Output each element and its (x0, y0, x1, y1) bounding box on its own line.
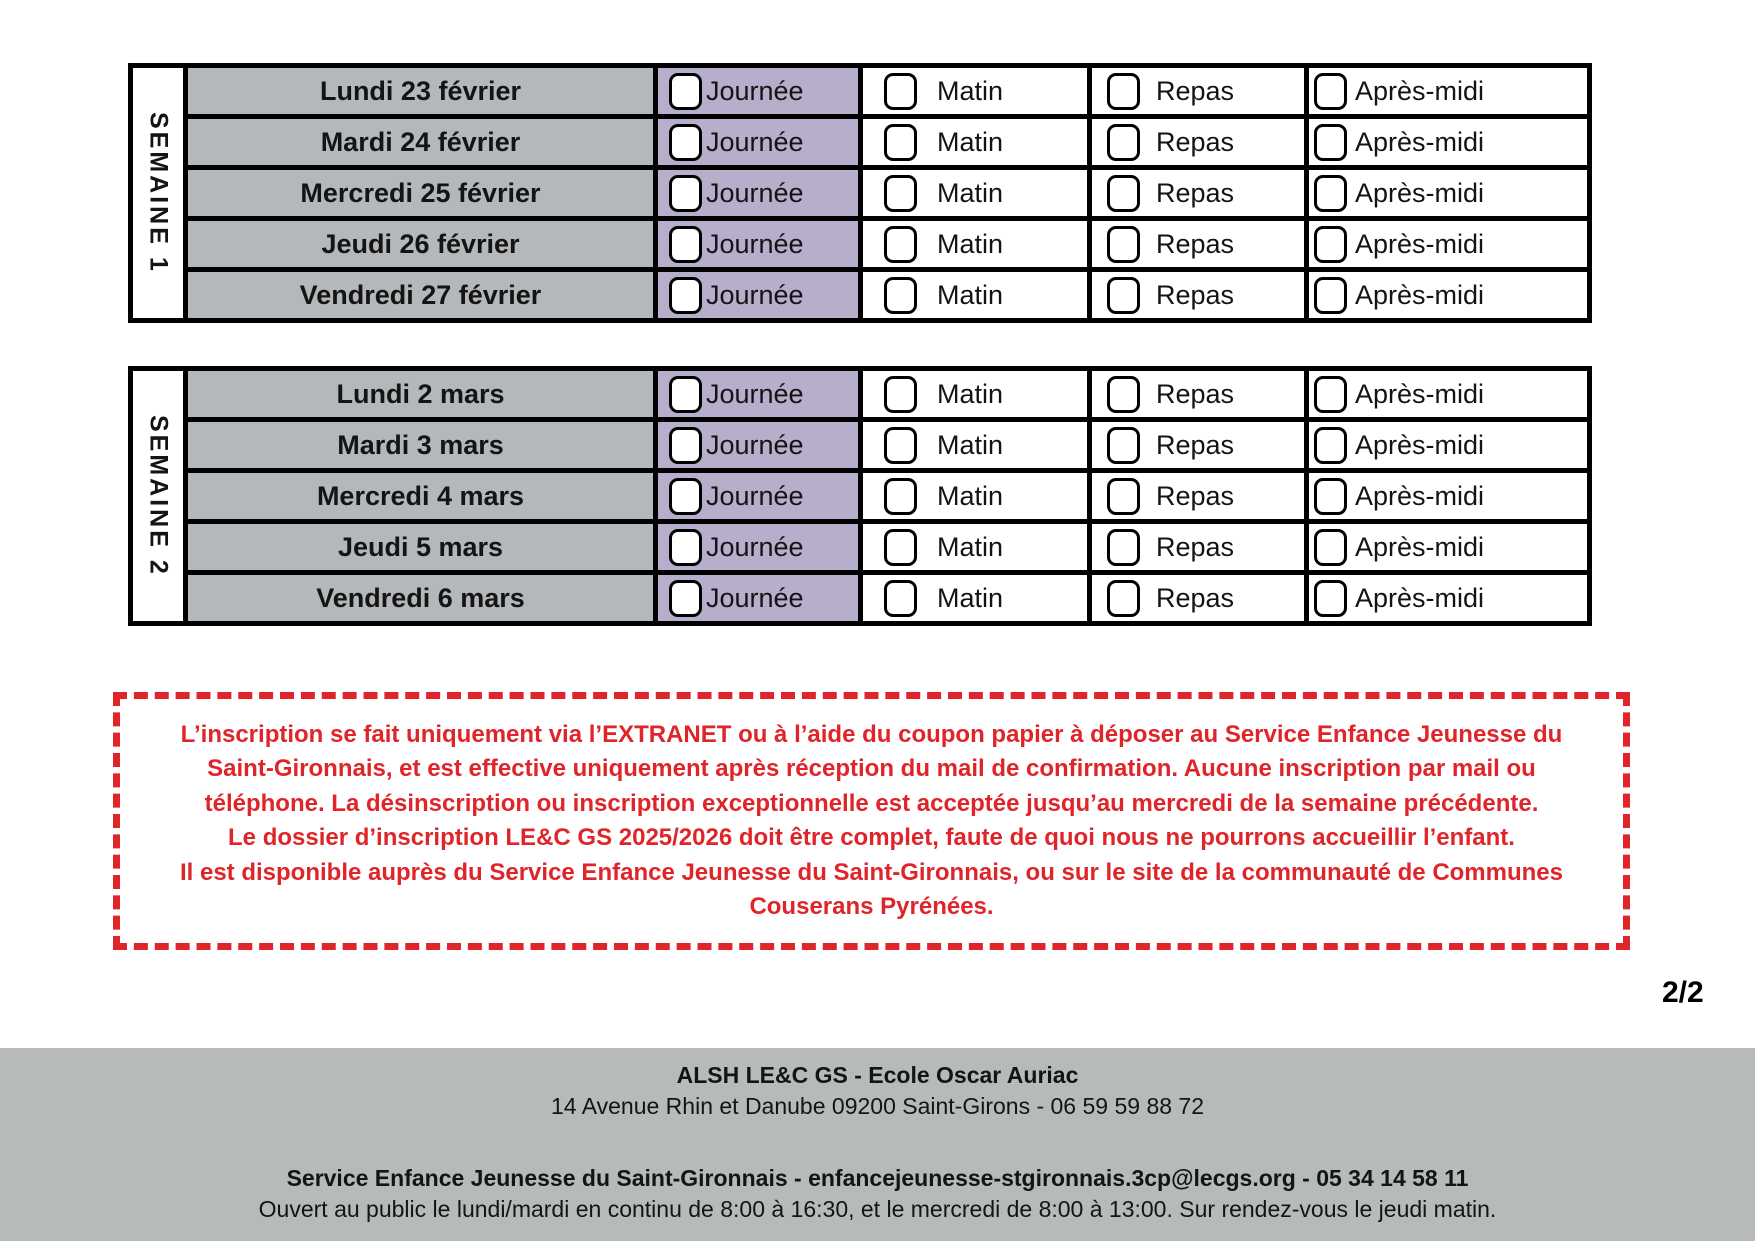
matin-checkbox[interactable] (884, 529, 917, 566)
semaine-1-header-cell (133, 68, 183, 318)
journee-label: Journée (706, 75, 804, 106)
repas-label: Repas (1156, 378, 1235, 409)
footer-line: Ouvert au public le lundi/mardi en continu de 8:00 à 16:30, et le mercredi de 8:00 à 13:00. Sur rendez-vous le jeudi matin. (258, 1196, 1497, 1222)
repas-label: Repas (1156, 279, 1235, 310)
day-label: Jeudi 5 mars (188, 524, 653, 570)
journee-label: Journée (706, 126, 804, 157)
matin-checkbox[interactable] (884, 226, 917, 263)
matin-checkbox[interactable] (884, 175, 917, 212)
matin-label: Matin (937, 531, 1004, 562)
matin-cell (863, 119, 1087, 165)
day-label: Vendredi 27 février (188, 272, 653, 318)
repas-cell (1092, 371, 1304, 417)
journee-checkbox[interactable] (669, 478, 702, 515)
journee-label: Journée (706, 531, 804, 562)
apres-midi-label: Après-midi (1355, 228, 1485, 259)
apres-midi-checkbox[interactable] (1314, 376, 1347, 413)
semaine-2-header-cell (133, 371, 183, 621)
apres-midi-cell (1309, 371, 1587, 417)
repas-label: Repas (1156, 582, 1235, 613)
journee-cell (658, 170, 858, 216)
schedule-row (188, 170, 1587, 216)
notice-line: Couserans Pyrénées. (749, 893, 994, 920)
apres-midi-label: Après-midi (1355, 429, 1485, 460)
journee-checkbox[interactable] (669, 427, 702, 464)
matin-label: Matin (937, 177, 1004, 208)
repas-label: Repas (1156, 429, 1235, 460)
repas-label: Repas (1156, 126, 1235, 157)
apres-midi-label: Après-midi (1355, 582, 1485, 613)
apres-midi-checkbox[interactable] (1314, 277, 1347, 314)
apres-midi-checkbox[interactable] (1314, 427, 1347, 464)
journee-checkbox[interactable] (669, 277, 702, 314)
repas-checkbox[interactable] (1107, 580, 1140, 617)
repas-checkbox[interactable] (1107, 376, 1140, 413)
journee-checkbox[interactable] (669, 529, 702, 566)
matin-cell (863, 170, 1087, 216)
day-label: Lundi 23 février (188, 68, 653, 114)
repas-checkbox[interactable] (1107, 175, 1140, 212)
repas-cell (1092, 524, 1304, 570)
repas-checkbox[interactable] (1107, 529, 1140, 566)
matin-label: Matin (937, 480, 1004, 511)
matin-checkbox[interactable] (884, 478, 917, 515)
day-label: Mercredi 4 mars (188, 473, 653, 519)
matin-cell (863, 575, 1087, 621)
apres-midi-cell (1309, 524, 1587, 570)
apres-midi-checkbox[interactable] (1314, 226, 1347, 263)
matin-cell (863, 272, 1087, 318)
apres-midi-checkbox[interactable] (1314, 73, 1347, 110)
apres-midi-label: Après-midi (1355, 75, 1485, 106)
schedule-row (188, 119, 1587, 165)
repas-cell (1092, 119, 1304, 165)
journee-cell (658, 68, 858, 114)
apres-midi-checkbox[interactable] (1314, 175, 1347, 212)
apres-midi-cell (1309, 170, 1587, 216)
apres-midi-cell (1309, 575, 1587, 621)
matin-cell (863, 68, 1087, 114)
matin-cell (863, 524, 1087, 570)
schedule-row (188, 422, 1587, 468)
journee-checkbox[interactable] (669, 226, 702, 263)
journee-cell (658, 422, 858, 468)
repas-cell (1092, 422, 1304, 468)
notice-line: Le dossier d’inscription LE&C GS 2025/2026 doit être complet, faute de quoi nous ne pourrons accueillir l’enfant. (228, 824, 1515, 851)
journee-label: Journée (706, 177, 804, 208)
matin-label: Matin (937, 75, 1004, 106)
apres-midi-cell (1309, 473, 1587, 519)
journee-label: Journée (706, 582, 804, 613)
repas-label: Repas (1156, 480, 1235, 511)
footer-line: Service Enfance Jeunesse du Saint-Gironnais - enfancejeunesse-stgironnais.3cp@lecgs.org - 05 34 14 58 11 (286, 1165, 1469, 1191)
matin-checkbox[interactable] (884, 376, 917, 413)
journee-checkbox[interactable] (669, 73, 702, 110)
footer (0, 1048, 1755, 1241)
journee-label: Journée (706, 279, 804, 310)
journee-cell (658, 473, 858, 519)
journee-checkbox[interactable] (669, 580, 702, 617)
schedule-row (188, 68, 1587, 114)
semaine-1-table (128, 63, 1592, 323)
matin-checkbox[interactable] (884, 277, 917, 314)
repas-cell (1092, 68, 1304, 114)
day-label: Jeudi 26 février (188, 221, 653, 267)
matin-label: Matin (937, 126, 1004, 157)
repas-cell (1092, 221, 1304, 267)
matin-cell (863, 422, 1087, 468)
matin-checkbox[interactable] (884, 73, 917, 110)
journee-label: Journée (706, 429, 804, 460)
journee-cell (658, 221, 858, 267)
repas-checkbox[interactable] (1107, 478, 1140, 515)
matin-label: Matin (937, 582, 1004, 613)
day-label: Mardi 3 mars (188, 422, 653, 468)
apres-midi-checkbox[interactable] (1314, 529, 1347, 566)
schedule-row (188, 371, 1587, 417)
notice-line: téléphone. La désinscription ou inscription exceptionnelle est acceptée jusqu’au mercredi de la semaine précédente. (204, 789, 1539, 817)
repas-checkbox[interactable] (1107, 226, 1140, 263)
apres-midi-label: Après-midi (1355, 531, 1485, 562)
repas-cell (1092, 272, 1304, 318)
journee-cell (658, 575, 858, 621)
repas-cell (1092, 170, 1304, 216)
inscription-notice-box (113, 692, 1630, 950)
apres-midi-cell (1309, 119, 1587, 165)
repas-cell (1092, 473, 1304, 519)
apres-midi-checkbox[interactable] (1314, 478, 1347, 515)
journee-cell (658, 524, 858, 570)
schedule-row (188, 575, 1587, 621)
repas-checkbox[interactable] (1107, 427, 1140, 464)
semaine-2-rows (188, 371, 1587, 621)
apres-midi-cell (1309, 221, 1587, 267)
day-label: Lundi 2 mars (188, 371, 653, 417)
apres-midi-label: Après-midi (1355, 378, 1485, 409)
journee-checkbox[interactable] (669, 376, 702, 413)
journee-label: Journée (706, 480, 804, 511)
apres-midi-cell (1309, 272, 1587, 318)
semaine-1-rows (188, 68, 1587, 318)
journee-cell (658, 119, 858, 165)
apres-midi-cell (1309, 68, 1587, 114)
notice-line: Il est disponible auprès du Service Enfance Jeunesse du Saint-Gironnais, ou sur le site de la communauté de Communes (179, 858, 1564, 886)
week-label: SEMAINE 2 (144, 415, 173, 577)
matin-label: Matin (937, 228, 1004, 259)
apres-midi-label: Après-midi (1355, 279, 1485, 310)
matin-label: Matin (937, 378, 1004, 409)
footer-line: 14 Avenue Rhin et Danube 09200 Saint-Girons - 06 59 59 88 72 (551, 1093, 1204, 1119)
journee-label: Journée (706, 378, 804, 409)
matin-label: Matin (937, 279, 1004, 310)
matin-cell (863, 221, 1087, 267)
day-label: Vendredi 6 mars (188, 575, 653, 621)
day-label: Mercredi 25 février (188, 170, 653, 216)
repas-cell (1092, 575, 1304, 621)
schedule-row (188, 524, 1587, 570)
journee-checkbox[interactable] (669, 124, 702, 161)
matin-cell (863, 371, 1087, 417)
day-label: Mardi 24 février (188, 119, 653, 165)
week-label: SEMAINE 1 (144, 112, 173, 274)
apres-midi-label: Après-midi (1355, 126, 1485, 157)
repas-label: Repas (1156, 177, 1235, 208)
matin-cell (863, 473, 1087, 519)
repas-checkbox[interactable] (1107, 73, 1140, 110)
notice-line: L’inscription se fait uniquement via l’EXTRANET ou à l’aide du coupon papier à déposer au Service Enfance Jeunesse du (180, 720, 1563, 748)
footer-line: ALSH LE&C GS - Ecole Oscar Auriac (676, 1062, 1079, 1088)
repas-label: Repas (1156, 75, 1235, 106)
repas-checkbox[interactable] (1107, 277, 1140, 314)
journee-cell (658, 272, 858, 318)
apres-midi-label: Après-midi (1355, 177, 1485, 208)
page-number: 2/2 (1662, 976, 1704, 1009)
notice-line: Saint-Gironnais, et est effective uniquement après réception du mail de confirmation. Aucune inscription par mail ou (207, 755, 1536, 782)
apres-midi-checkbox[interactable] (1314, 580, 1347, 617)
schedule-row (188, 473, 1587, 519)
apres-midi-label: Après-midi (1355, 480, 1485, 511)
apres-midi-cell (1309, 422, 1587, 468)
matin-checkbox[interactable] (884, 580, 917, 617)
repas-label: Repas (1156, 531, 1235, 562)
apres-midi-checkbox[interactable] (1314, 124, 1347, 161)
repas-checkbox[interactable] (1107, 124, 1140, 161)
journee-label: Journée (706, 228, 804, 259)
matin-checkbox[interactable] (884, 427, 917, 464)
schedule-row (188, 221, 1587, 267)
matin-label: Matin (937, 429, 1004, 460)
repas-label: Repas (1156, 228, 1235, 259)
semaine-2-table (128, 366, 1592, 626)
journee-cell (658, 371, 858, 417)
journee-checkbox[interactable] (669, 175, 702, 212)
matin-checkbox[interactable] (884, 124, 917, 161)
schedule-row (188, 272, 1587, 318)
